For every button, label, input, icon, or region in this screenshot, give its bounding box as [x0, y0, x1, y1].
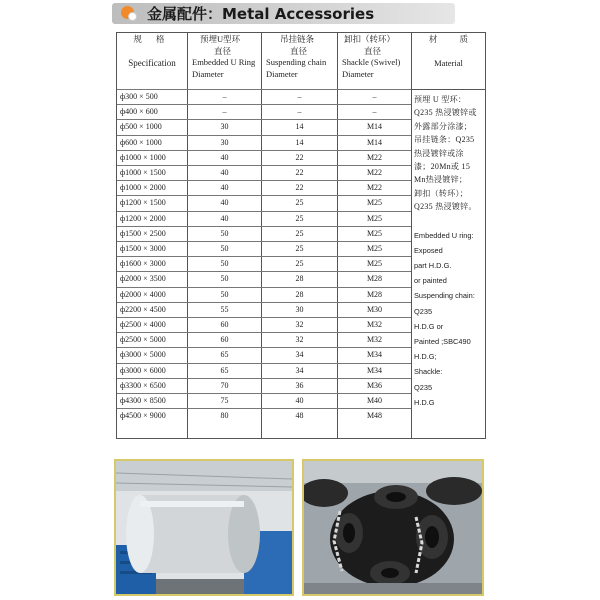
table-row — [117, 195, 411, 211]
material-en-line: Q235 — [414, 382, 433, 392]
cell-shackle-diameter: M14 — [366, 122, 383, 132]
header-shackle — [338, 33, 411, 89]
cell-specification: ф3000 × 5000 — [120, 350, 166, 360]
header-chain-zh: 吊挂链条 — [280, 34, 315, 44]
material-zh-line: 吊挂链条：Q235 — [414, 135, 475, 145]
material-description — [414, 93, 486, 410]
cell-chain-diameter: 34 — [295, 350, 304, 360]
material-zh-line: 卸扣（转环）； — [414, 188, 469, 198]
table-row — [117, 180, 411, 196]
cell-ring-diameter: – — [222, 92, 227, 101]
table-row — [117, 302, 411, 318]
header-shackle-zh: 卸扣（转环） — [344, 34, 396, 44]
cell-chain-diameter: 25 — [295, 198, 304, 208]
cell-ring-diameter: 50 — [220, 289, 229, 299]
section-title: 金属配件：Metal Accessories — [147, 5, 375, 23]
cell-specification: ф3300 × 6500 — [120, 380, 166, 390]
cell-chain-diameter: 22 — [295, 168, 304, 177]
cell-shackle-diameter: M36 — [366, 380, 383, 390]
table-row — [117, 119, 411, 135]
cell-chain-diameter: 25 — [295, 244, 304, 253]
cell-ring-diameter: 50 — [220, 259, 229, 269]
cell-shackle-diameter: M30 — [366, 304, 383, 314]
cell-shackle-diameter: M32 — [366, 335, 383, 345]
cell-specification: ф1000 × 1500 — [120, 168, 166, 177]
cell-shackle-diameter: M22 — [366, 152, 383, 162]
material-en-line: Shackle: — [414, 367, 443, 377]
cell-specification: ф1500 × 3000 — [120, 244, 166, 253]
fender-tyre-chain-image — [304, 461, 482, 594]
cell-shackle-diameter: M14 — [366, 137, 383, 147]
material-en-line: Embedded U ring: — [414, 230, 474, 240]
cell-shackle-diameter: M25 — [366, 244, 383, 253]
cell-chain-diameter: – — [297, 107, 302, 117]
material-en-line: H.D.G; — [414, 352, 437, 362]
header-spec-zh: 规 格 — [133, 34, 171, 44]
cell-specification: ф2000 × 4000 — [120, 289, 166, 299]
cell-chain-diameter: 30 — [295, 304, 304, 314]
cell-specification: ф1000 × 1000 — [120, 152, 166, 162]
cell-ring-diameter: 30 — [220, 122, 229, 132]
cell-specification: ф2000 × 3500 — [120, 274, 166, 284]
table-row — [117, 211, 411, 227]
header-chain-en: Suspending chain — [266, 57, 327, 68]
material-zh-line: Mn热浸镀锌； — [414, 175, 468, 185]
cell-shackle-diameter: M34 — [366, 350, 383, 360]
header-shackle-zh-diameter: 直径 — [364, 45, 382, 56]
material-en-line: or painted — [414, 276, 447, 286]
table-row — [117, 241, 411, 257]
material-en-line: H.D.G or — [414, 321, 444, 331]
table-row — [117, 104, 411, 120]
material-en-line: part H.D.G. — [414, 261, 452, 271]
material-en-line: H.D.G — [414, 397, 435, 407]
cell-ring-diameter: 65 — [220, 350, 229, 360]
cell-chain-diameter: 14 — [295, 137, 304, 147]
cell-shackle-diameter: M25 — [366, 198, 383, 208]
header-shackle-en-diameter: Diameter — [342, 68, 374, 79]
cell-specification: ф3000 × 6000 — [120, 365, 166, 375]
cell-shackle-diameter: M22 — [366, 183, 383, 193]
cell-chain-diameter: 25 — [295, 228, 304, 238]
header-ring-en-diameter: Diameter — [192, 68, 224, 79]
cell-specification: ф1600 × 3000 — [120, 259, 166, 269]
cell-shackle-diameter: – — [372, 107, 377, 117]
cell-ring-diameter: 50 — [220, 228, 229, 238]
material-en-line: Suspending chain: — [414, 291, 475, 301]
cell-shackle-diameter: M22 — [366, 168, 383, 177]
cell-chain-diameter: 40 — [295, 396, 304, 405]
table-row — [117, 332, 411, 348]
material-en-line: Q235 — [414, 306, 433, 316]
cell-specification: ф1200 × 1500 — [120, 198, 166, 208]
cell-ring-diameter: 75 — [220, 396, 229, 405]
cell-ring-diameter: 65 — [220, 365, 229, 375]
material-en-block — [414, 228, 486, 410]
header-material-en: Material — [434, 57, 463, 68]
cell-ring-diameter: 30 — [220, 137, 229, 147]
cell-ring-diameter: 50 — [220, 244, 229, 253]
header-chain-zh-diameter: 直径 — [290, 45, 308, 56]
cell-ring-diameter: 80 — [220, 411, 229, 421]
cell-chain-diameter: 25 — [295, 213, 304, 223]
cell-chain-diameter: 22 — [295, 183, 304, 193]
header-ring-zh: 预埋U型环 — [200, 34, 241, 44]
table-row — [117, 256, 411, 272]
header-chain-en-diameter: Diameter — [266, 68, 298, 79]
table-row — [117, 287, 411, 303]
spec-table — [116, 32, 486, 439]
cell-specification: ф2500 × 5000 — [120, 335, 166, 345]
column-divider — [411, 33, 412, 438]
cell-ring-diameter: 55 — [220, 304, 229, 314]
material-zh-block — [414, 93, 486, 214]
cell-specification: ф4500 × 9000 — [120, 411, 166, 421]
table-row — [117, 271, 411, 287]
cell-ring-diameter: 70 — [220, 380, 229, 390]
cell-specification: ф4300 × 8500 — [120, 396, 166, 405]
cell-ring-diameter: 60 — [220, 335, 229, 345]
table-row — [117, 378, 411, 394]
cell-ring-diameter: 40 — [220, 168, 229, 177]
fender-warehouse-image — [116, 461, 292, 594]
material-zh-line: 外露部分涂漆； — [414, 121, 473, 131]
table-row — [117, 393, 411, 409]
cell-shackle-diameter: M32 — [366, 320, 383, 329]
cell-ring-diameter: 40 — [220, 213, 229, 223]
table-row — [117, 347, 411, 363]
material-zh-line: 热浸镀锌或涂 — [414, 148, 464, 158]
table-row — [117, 317, 411, 333]
cell-ring-diameter: 60 — [220, 320, 229, 329]
header-divider — [411, 89, 485, 90]
cell-chain-diameter: 22 — [295, 152, 304, 162]
cell-shackle-diameter: M28 — [366, 274, 383, 284]
material-en-line: Exposed — [414, 245, 443, 255]
header-suspending-chain — [262, 33, 337, 89]
cell-shackle-diameter: – — [372, 92, 377, 101]
table-row — [117, 408, 411, 424]
header-material — [412, 33, 485, 89]
material-zh-line: Q235 热浸镀锌。 — [414, 202, 477, 212]
cell-shackle-diameter: M48 — [366, 411, 383, 421]
cell-chain-diameter: – — [297, 92, 302, 101]
cell-shackle-diameter: M25 — [366, 213, 383, 223]
cell-chain-diameter: 25 — [295, 259, 304, 269]
cell-specification: ф600 × 1000 — [120, 137, 162, 147]
cell-specification: ф500 × 1000 — [120, 122, 162, 132]
cell-ring-diameter: 50 — [220, 274, 229, 284]
cell-ring-diameter: 40 — [220, 198, 229, 208]
header-embedded-ring — [188, 33, 261, 89]
photo-fender-chains — [302, 459, 484, 596]
cell-shackle-diameter: M34 — [366, 365, 383, 375]
cell-shackle-diameter: M25 — [366, 259, 383, 269]
table-row — [117, 135, 411, 151]
header-spec-en: Specification — [128, 57, 176, 68]
cell-specification: ф300 × 500 — [120, 92, 158, 101]
bullet-highlight-icon — [128, 12, 137, 21]
table-row — [117, 150, 411, 166]
photo-fender-body — [114, 459, 294, 596]
cell-chain-diameter: 34 — [295, 365, 304, 375]
cell-chain-diameter: 36 — [295, 380, 304, 390]
cell-ring-diameter: 40 — [220, 183, 229, 193]
cell-specification: ф1000 × 2000 — [120, 183, 166, 193]
cell-chain-diameter: 28 — [295, 289, 304, 299]
cell-chain-diameter: 28 — [295, 274, 304, 284]
cell-chain-diameter: 48 — [295, 411, 304, 421]
cell-ring-diameter: – — [222, 107, 227, 117]
cell-specification: ф1200 × 2000 — [120, 213, 166, 223]
table-row — [117, 226, 411, 242]
material-zh-line: 漆；20Mn或 15 — [414, 162, 471, 172]
header-ring-en: Embedded U Ring — [192, 57, 256, 68]
material-zh-line: 预埋 U 型环： — [414, 95, 467, 104]
cell-ring-diameter: 40 — [220, 152, 229, 162]
material-zh-line: Q235 热浸镀锌或 — [414, 108, 477, 118]
cell-shackle-diameter: M25 — [366, 228, 383, 238]
cell-specification: ф2500 × 4000 — [120, 320, 166, 329]
header-specification — [117, 33, 187, 89]
cell-chain-diameter: 14 — [295, 122, 304, 132]
cell-specification: ф400 × 600 — [120, 107, 158, 117]
header-shackle-en: Shackle (Swivel) — [342, 57, 401, 68]
cell-specification: ф1500 × 2500 — [120, 228, 166, 238]
cell-chain-diameter: 32 — [295, 335, 304, 345]
cell-shackle-diameter: M28 — [366, 289, 383, 299]
header-material-zh: 材 质 — [428, 34, 479, 44]
cell-chain-diameter: 32 — [295, 320, 304, 329]
table-row — [117, 89, 411, 105]
table-row — [117, 165, 411, 181]
table-row — [117, 363, 411, 379]
cell-shackle-diameter: M40 — [366, 396, 383, 405]
material-en-line: Painted ;SBC490 — [414, 337, 471, 347]
header-ring-zh-diameter: 直径 — [214, 45, 232, 56]
cell-specification: ф2200 × 4500 — [120, 304, 166, 314]
